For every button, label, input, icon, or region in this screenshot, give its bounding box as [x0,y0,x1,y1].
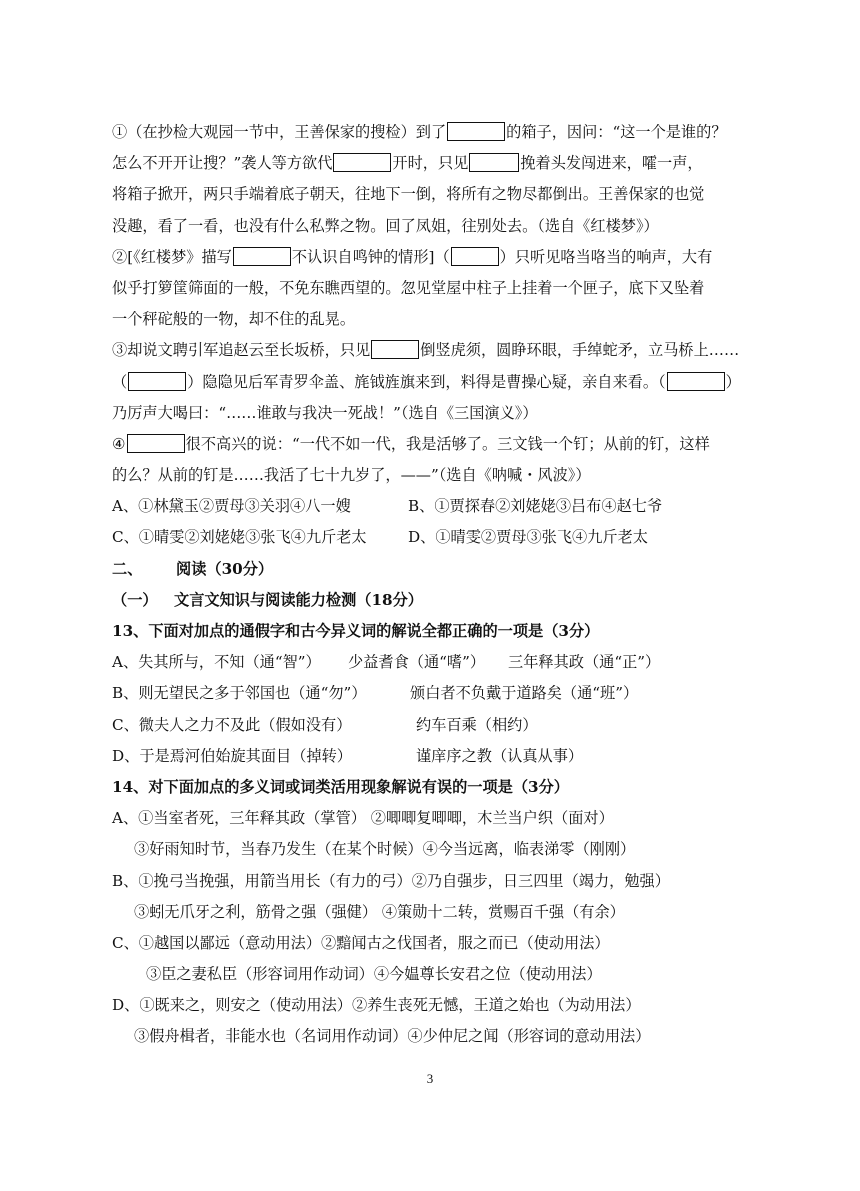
q13-option-b: B、则无望民之多于邻国也（通“勿”） 颁白者不负戴于道路矣（通“班”） [112,684,639,703]
q12-options-row-2 [112,522,762,553]
q14-option-d-line-2: ③假舟楫者，非能水也（名词用作动词）④少仲尼之闻（形容词的意动用法） [134,1027,651,1046]
passage-2-line-2: 似乎打箩筐筛面的一般，不免东瞧西望的。忽见堂屋中柱子上挂着一个匣子，底下又坠着 [112,278,705,297]
q14-option-a-line-2: ③好雨知时节，当春乃发生（在某个时候）④今当远离，临表涕零（刚刚） [134,840,636,859]
passage-2-line-3: 一个秤砣般的一物，却不住的乱晃。 [112,310,355,329]
q12-option-b: B、①贾探春②刘姥姥③吕布④赵七爷 [408,497,663,516]
answer-blank [128,372,186,391]
q14-option-b-line-1: B、①挽弓当挽强，用箭当用长（有力的弓）②乃自强步，日三四里（竭力，勉强） [112,871,670,890]
passage-4-line-2: 的么？从前的钉是……我活了七十九岁了，——”（选自《呐喊・风波》） [112,466,591,485]
passage-3-line-2: （ ）隐隐见后军青罗伞盖、旄钺旌旗来到，料得是曹操心疑，亲自来看。（ ） [112,372,741,391]
passage-1-line-1: ①（在抄检大观园一节中，王善保家的搜检）到了 的箱子，因问：“这一个是谁的？ [112,123,727,141]
q14-option-b-line-2: ③蚓无爪牙之利，筋骨之强（强健） ④策勋十二转，赏赐百千强（有余） [134,902,625,921]
q14-option-d-line-1: D、①既来之，则安之（使动用法）②养生丧死无憾，王道之始也（为动用法） [112,996,641,1015]
exam-page [112,117,762,1053]
answer-blank [127,434,185,453]
passage-4-line-1: ④ 很不高兴的说：“一代不如一代，我是活够了。三文钱一个钉；从前的钉，这样 [112,434,710,453]
page-number: 3 [426,1071,434,1086]
answer-blank [447,122,505,141]
passage-1-line-4: 没趣，看了一看，也没有什么私弊之物。回了凤姐，往别处去。（选自《红楼梦》） [112,216,659,235]
q13-stem: 13、下面对加点的通假字和古今异义词的解说全都正确的一项是（3分） [112,622,600,640]
q14-stem: 14、对下面加点的多义词或词类活用现象解说有误的一项是（3分） [112,777,569,796]
q13-option-c: C、微夫人之力不及此（假如没有） 约车百乘（相约） [112,715,538,734]
section-2-1-heading: （一） 文言文知识与阅读能力检测（18分） [112,590,423,609]
answer-blank [469,153,519,172]
answer-blank [667,372,725,391]
q14-option-a-line-1: A、①当室者死，三年释其政（掌管） ②唧唧复唧唧，木兰当户织（面对） [112,809,614,828]
q14-option-c-line-1: C、①越国以鄙远（意动用法）②黯闻古之伐国者，服之而已（使动用法） [112,933,610,952]
passage-1-line-2: 怎么不开开让搜？”袭人等方欲代 开时，只见 挽着头发闯进来，嚯一声， [112,154,703,173]
q13-option-d: D、于是焉河伯始旋其面目（掉转） 谨庠序之教（认真从事） [112,746,584,765]
answer-blank [371,340,419,359]
passage-3-line-1: ③却说文聘引军追赵云至长坂桥，只见 倒竖虎须，圆睁环眼，手绰蛇矛，立马桥上…… [112,341,740,360]
q12-option-a: A、①林黛玉②贾母③关羽④八一嫂 [112,497,351,516]
q12-options-row-1 [112,491,762,522]
passage-1-line-3: 将箱子掀开，两只手端着底子朝天，往地下一倒，将所有之物尽都倒出。王善保家的也觉 [112,185,705,204]
q14-option-c-line-2: ③臣之妻私臣（形容词用作动词）④今媪尊长安君之位（使动用法） [146,965,602,984]
answer-blank [333,153,391,172]
answer-blank [451,247,499,266]
passage-2-line-1: ②[《红楼梦》描写 不认识自鸣钟的情形]（ ）只听见咯当咯当的响声，大有 [112,247,713,266]
section-2-heading: 二、 阅读（30分） [112,559,274,578]
q12-option-c: C、①晴雯②刘姥姥③张飞④九斤老太 [112,528,367,547]
passage-3-line-3: 乃厉声大喝曰：“……谁敢与我决一死战！”（选自《三国演义》） [112,403,538,422]
answer-blank [233,247,291,266]
q12-option-d: D、①晴雯②贾母③张飞④九斤老太 [408,528,648,547]
q13-option-a: A、失其所与，不知（通“智”） 少益耆食（通“嗜”） 三年释其政（通“正”） [112,653,661,672]
